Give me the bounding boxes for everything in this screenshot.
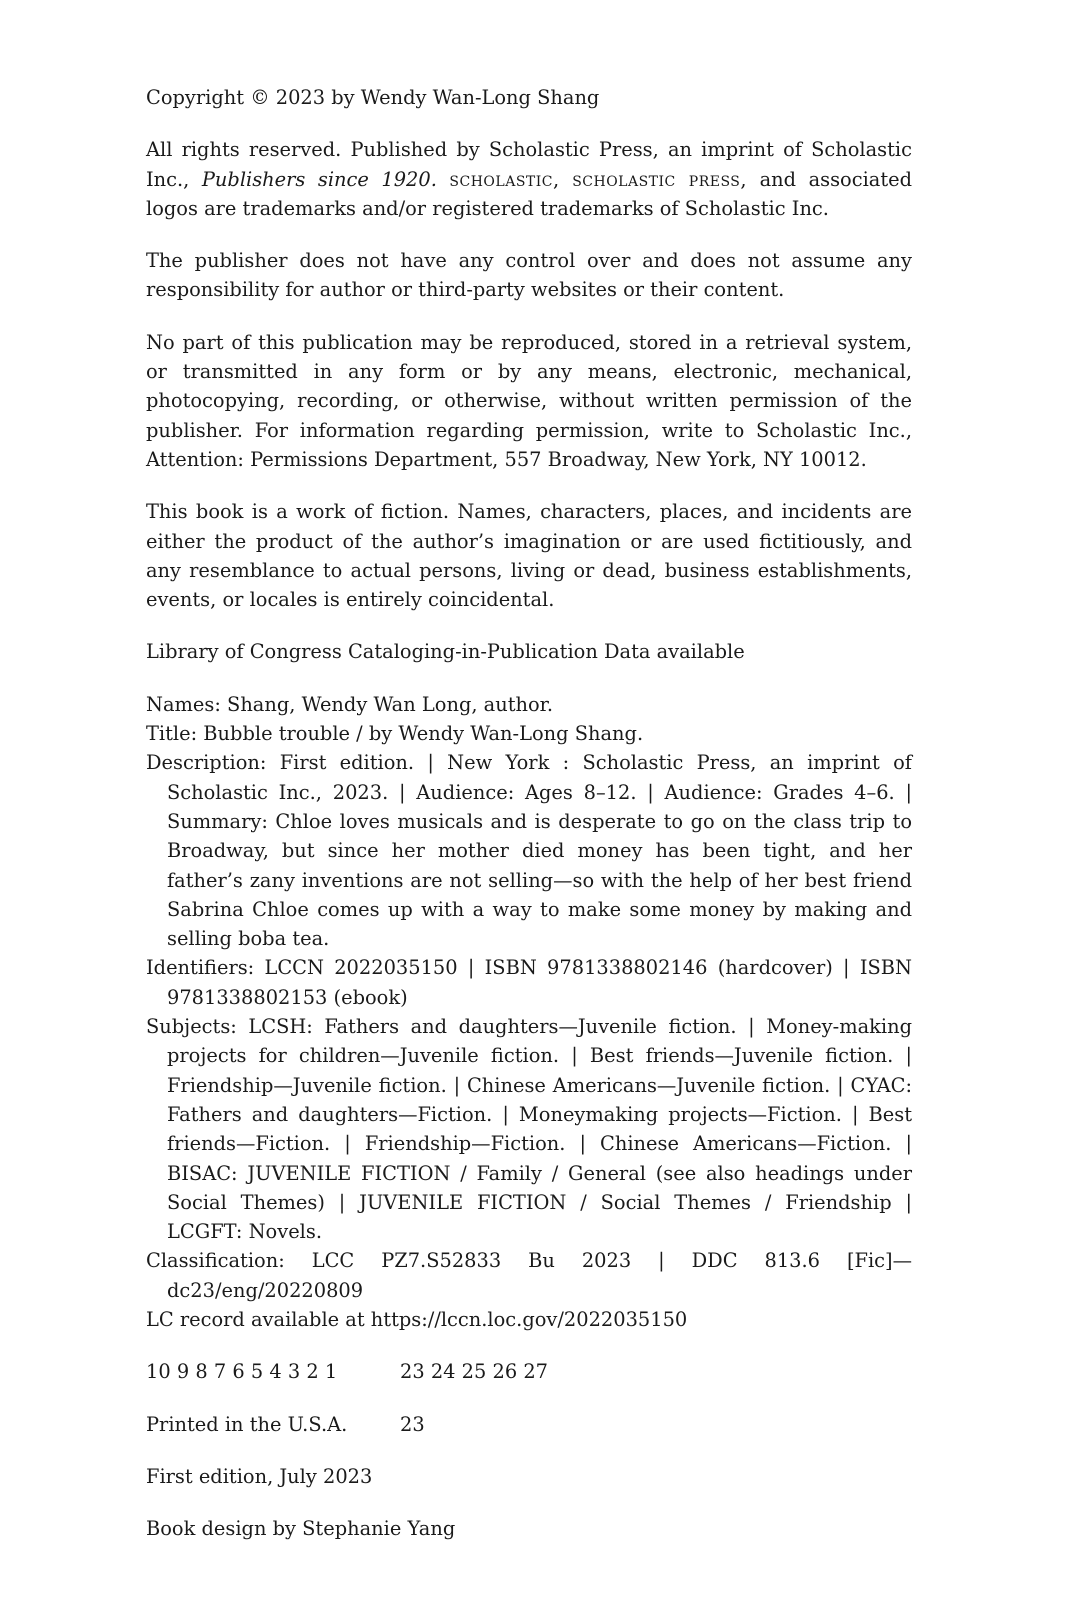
printing-number-line: 10 9 8 7 6 5 4 3 2 1 — [146, 1360, 338, 1384]
printed-in-row — [146, 1410, 912, 1439]
cip-subjects: Subjects: LCSH: Fathers and daughters—Juvenile fiction. | Money-making projects for children—Juvenile fiction. | Best friends—Juvenile fiction. | Friendship—Juvenile fiction. | Chinese Americans—Juvenile fiction. | CYAC: Fathers and daughters—Fiction. | Moneymaking projects—Fiction. | Best friends—Fiction. | Friendship—Fiction. | Chinese Americans—Fiction. | BISAC: JUVENILE FICTION / Family / General (see also headings under Social Themes) | JUVENILE FICTION / Social Themes / Friendship | LCGFT: Novels. — [146, 1015, 912, 1244]
printed-code: 23 — [400, 1412, 425, 1436]
scholastic-wordmark: scholastic, — [449, 167, 560, 191]
rights-text-2: and associated logos are trademarks and/or registered trademarks of Scholastic Inc. — [146, 167, 913, 220]
cip-title: Title: Bubble trouble / by Wendy Wan-Long Shang. — [146, 722, 644, 746]
fiction-notice: This book is a work of fiction. Names, characters, places, and incidents are either the product of the author’s imagination or are used fictitiously, and any resemblance to actual persons, living or dead, business establishments, events, or locales is entirely coincidental. — [146, 500, 912, 612]
printing-year-line: 23 24 25 26 27 — [400, 1360, 549, 1384]
cip-classification: Classification: LCC PZ7.S52833 Bu 2023 | DDC 813.6 [Fic]—dc23/eng/20220809 — [146, 1249, 912, 1302]
publishers-since: Publishers since 1920. — [201, 167, 437, 191]
publisher-disclaimer: The publisher does not have any control over and does not assume any responsibility for author or third-party websites or their content. — [146, 249, 912, 302]
cip-block — [146, 690, 912, 1335]
copyright-line: Copyright © 2023 by Wendy Wan-Long Shang — [146, 86, 600, 109]
printing-number-row — [146, 1357, 912, 1386]
scholastic-press-wordmark: scholastic press, — [572, 167, 748, 191]
cip-identifiers: Identifiers: LCCN 2022035150 | ISBN 9781338802146 (hardcover) | ISBN 9781338802153 (ebook) — [146, 956, 912, 1009]
edition-line: First edition, July 2023 — [146, 1464, 373, 1488]
rights-paragraph — [146, 135, 912, 223]
design-credit: Book design by Stephanie Yang — [146, 1517, 456, 1541]
page-content — [146, 83, 912, 1543]
cip-names: Names: Shang, Wendy Wan Long, author. — [146, 692, 553, 716]
loc-heading: Library of Congress Cataloging-in-Publication Data available — [146, 640, 745, 664]
cip-description: Description: First edition. | New York : Scholastic Press, an imprint of Scholastic Inc., 2023. | Audience: Ages 8–12. | Audience: Grades 4–6. | Summary: Chloe loves musicals and is desperate to go on the class trip to Broadway, but since her mother died money has been tight, and her father’s zany inventions are not selling—so with the help of her best friend Sabrina Chloe comes up with a way to make some money by making and selling boba tea. — [146, 751, 912, 951]
rights-text-1: All rights reserved. Published by Scholastic Press, an imprint of Scholastic Inc., — [146, 138, 912, 191]
printed-in: Printed in the U.S.A. — [146, 1412, 348, 1436]
cip-lc-record: LC record available at https://lccn.loc.gov/2022035150 — [146, 1307, 688, 1331]
reproduction-notice: No part of this publication may be reproduced, stored in a retrieval system, or transmitted in any form or by any means, electronic, mechanical, photocopying, recording, or otherwise, without written permission of the publisher. For information regarding permission, write to Scholastic Inc., Attention: Permissions Department, 557 Broadway, New York, NY 10012. — [146, 330, 912, 471]
